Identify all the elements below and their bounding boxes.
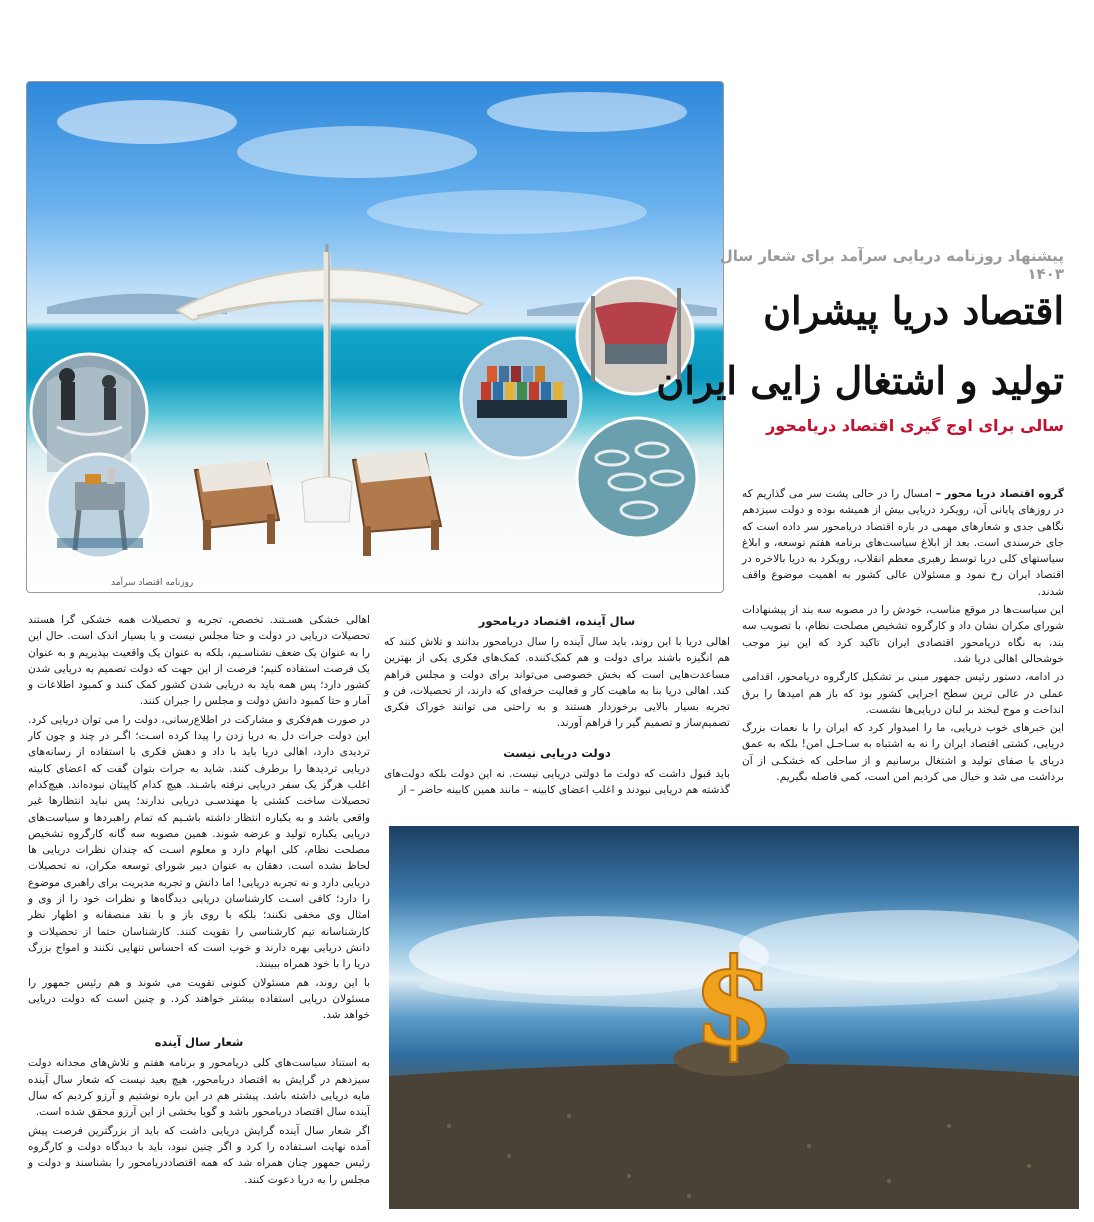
article-column-left — [28, 612, 370, 1190]
dollar-sign-icon: $ — [692, 932, 776, 1073]
paragraph: گروه اقتصاد دریا محور – امسال را در حالی پشت سر می گذاریم که در روزهای پایانی آن، رویکرد دریایی بیش از همیشه بوده و دولت سیزدهم نگاهی جدی و شعارهای مهمی در باره اقتصاد دریامحور سر داده است که جای خرسندی است. بعد از ابلاغ سیاست‌های برنامه هفتم توسعه، و ابلاغ سیاستهای کلی دریا توسط رهبری معظم انقلاب، رویکرد به دریا بالاخره در اقتصاد ایران رخ نمود و مسئولان عالی کشور به اهمیت موضوع واقف شدند. — [742, 488, 1065, 598]
byline: گروه اقتصاد دریا محور – — [935, 488, 1065, 500]
article-column-right — [742, 486, 1064, 787]
article-column-middle — [384, 612, 730, 800]
paragraph: به استناد سیاست‌های کلی دریامحور و برنامه هفتم و تلاش‌های مجدانه دولت سیزدهم در گرایش به اقتصاد دریامحور، هیچ بعید نیست که شعار سال آینده مایه دریایی داشته باشد. پیشتر هم در این باره نوشتیم و آرزو کردیم که سال آینده سال اقتصاد دریامحور باشد و گویا بخشی از این آرزو محقق شده است. — [28, 1057, 370, 1119]
paragraph: در ادامه، دستور رئیس جمهور مبنی بر تشکیل کارگروه دریامحور، اقدامی عملی در عالی ترین سطح اجرایی کشور بود که باز هم امیدها را برق انداخت و موج لبخند بر لبان دریایی‌ها نشست. — [742, 671, 1064, 716]
beach-umbrella-photo — [26, 81, 724, 593]
paragraph: باید قبول داشت که دولت ما دولتی دریایی نیست. نه این دولت بلکه دولت‌های گذشته هم دریایی نبودند و اغلب اعضای کابینه – مانند همین کابینه حاضر – از — [384, 767, 730, 797]
paragraph: اگر شعار سال آینده گرایش دریایی داشت که باید از بزرگترین فرصت پیش آمده نهایت اسـتفاده را کرد و اگر چنین نبود، باید با دیدگاه دولت و کارگروه رئیس جمهور چنان همراه شد که همه اقتصاددریامحور را بشناسند و دولت و مجلس را به دریا دعوت کنند. — [28, 1124, 370, 1186]
paragraph: در صورت هم‌فکری و مشارکت در اطلاع‌رسانی، دولت را می توان دریایی کرد. این دولت جرات دل به دریا زدن را پیدا کرده اسـت؛ اگـر در چند و چون کار تردیدی دارد، اهالی دریا باید با داد و دهش فکری با استفاده از رسانه‌های دریایی تردیدها را برطرف کنند. شاید به جرات بتوان گفت که اعضای کابینه اغلب هرگز یک سفر دریایی نرفته باشـند. هیچ کدام کاپیتان نبوده‌اند. هیچ‌کدام تحصیلات ساخت کشتی یا مهندسـی دریایی ندارند؛ پس نباید انتظارها غیر واقعی باشد و به یکباره انتظار داشته باشـیم که تمام راهبردها و سیاست‌های دریایی یکباره تولید و عرضه شوند. همین مصوبه سه گانه کارگروه تشخیص مصلحت نظام، کلی ابهام دارد و معلوم اسـت که چندان نظرات دریایی ها لحاظ نشده است. دهقان به عنوان دبیر شورای توسعه مکران، نه تحصیلات دریایی دارد و نه تجربه دریایی! اما دانش و تجربه مدیریت برای راهبری موضوع را دارد؛ کافی اسـت کارشناسان دریایی دیدگاه‌ها و نظرات خود را از وی و امثال وی مخفی نکنند؛ بلکه با روی باز و با نقد منصفانه و اظهار نظر کارشناسانه تیم کارشناسی را تقویت کنند. کارشناسان حتما از تحصیلات و دانش دریایی بهره دارند و خوب است که احساس تنهایی نکنند و امواج بزرگ دریا را با خود همراه ببینند. — [28, 713, 370, 971]
paragraph: اهالی دریا با این روند، باید سال آینده را سال دریامحور بدانند و تلاش کنند که هم انگیزه باشند برای دولت و هم کمک‌کننده. کمک‌های فکری یکی از بهترین مساعدت‌هایی است که بخش خصوصی می‌تواند برای دولت و مجلس فراهم کند. اهالی دریا بنا به ماهیت کار و فعالیت حرفه‌ای که دارند، از تحصیلات، فن و تجربه بسیار بالایی برخوردار هستند و به راحتی می توانند خوراک فکری تصمیم‌ساز و تصمیم گیر را فراهم آورند. — [384, 636, 730, 730]
paragraph: این خبرهای خوب دریایی، ما را امیدوار کرد که ایران را با نعمات بزرگ دریایی، کشتی اقتصاد ایران را نه به اشتباه به سـاحـل امن! بلکه به عمق دریای با صفای تولید و اشتغال برسانیم و از ساحلی که خشکـی از آن برداشت می شد و خیال می کردیم امن است، کمی فاصله بگیریم. — [742, 722, 1064, 784]
paragraph: اهالی خشکی هسـتند. تخصص، تجربه و تحصیلات همه خشکی گرا هستند تحصیلات دریایی در دولت و حتا مجلس نیست و یا بسیار اندک است. حال این را به عنوان یک ضعف نشناسـیم، بلکه به عنوان یک واقعیت بپذیریم و به عنوان یک فرصت استفاده کنیم؛ فرصت از این جهت که دولت تصمیم به دریایی شدن کشور دارد؛ پس همه باید به دریایی شدن کشور کمک کنند و کمبود اطلاعات و آمار و حتا کمبود دانش دولت و مجلس را جبران کنند. — [28, 614, 370, 708]
section-heading: سال آینده، اقتصاد دریامحور — [478, 614, 636, 628]
section-heading: شعار سال آینده — [154, 1035, 244, 1050]
subheadline: سالی برای اوج گیری اقتصاد دریامحور — [766, 416, 1064, 435]
sea-dollar-photo — [389, 826, 1079, 1209]
headline-line-1: اقتصاد دریا پیشران — [763, 288, 1064, 333]
headline-line-2: تولید و اشتغال زایی ایران — [656, 358, 1064, 403]
kicker: پیشنهاد روزنامه دریایی سرآمد برای شعار سال ۱۴۰۳ — [719, 247, 1064, 283]
paragraph: این سیاست‌ها در موقع مناسب، خودش را در مصوبه سه بند از پیشنهادات شورای مکران نشان داد و کارگروه تشخیص مصلحت نظام، با تصویب سه بند، به نگاه دریامحور اقتصادی ایران تاکید کرد که این نیز موجب خوشحالی اهالی دریا شد. — [742, 604, 1064, 665]
paragraph: با این روند، هم مسئولان کنونی تقویت می شوند و هم رئیس جمهور را مسئولان دریایی استفاده بیشتر خواهند کرد. و چنین است که دولت دریایی خواهد شد. — [28, 976, 370, 1022]
section-heading: دولت دریایی نیست — [503, 745, 611, 760]
photo-credit: روزنامه اقتصاد سرآمد — [111, 578, 194, 588]
